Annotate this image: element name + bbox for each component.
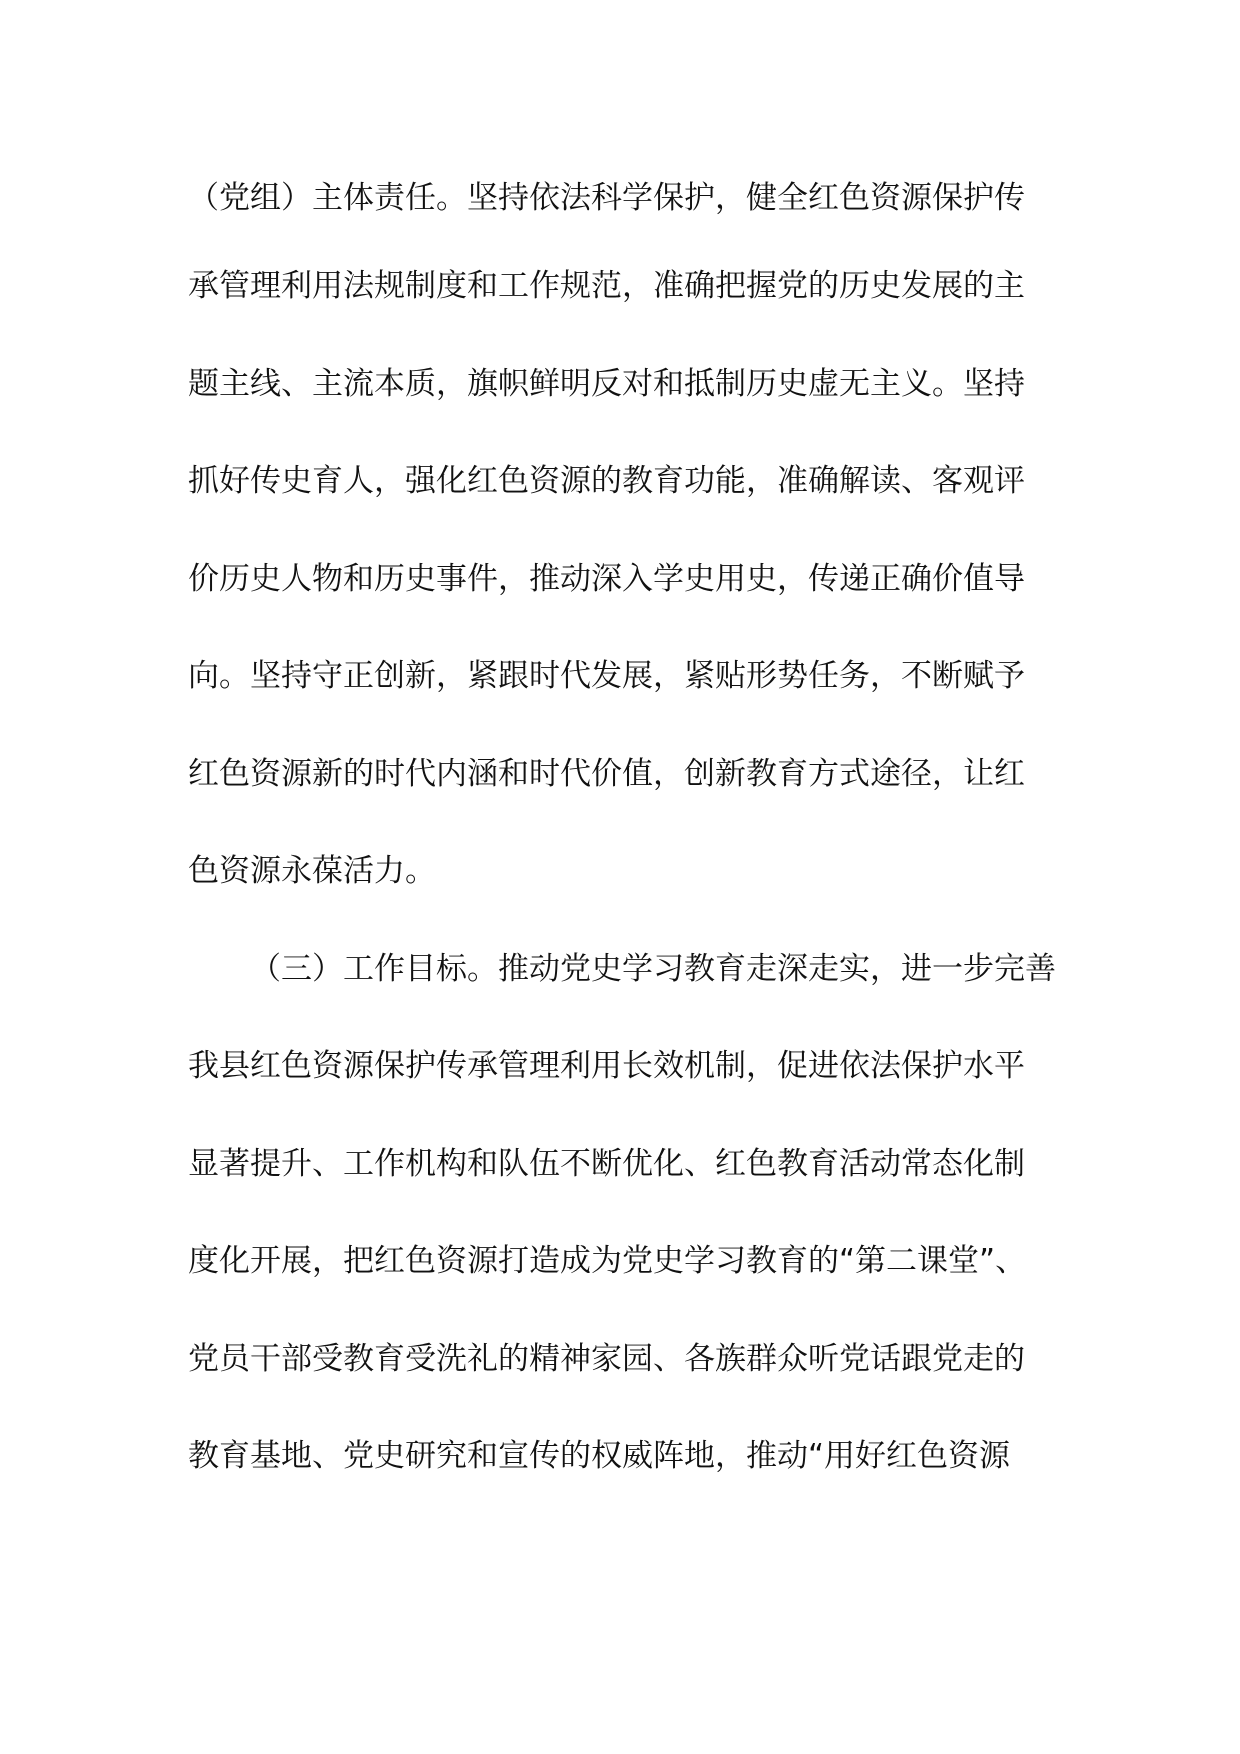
text-line-11: 显著提升、工作机构和队伍不断优化、红色教育活动常态化制 xyxy=(188,1146,1025,1182)
text-line-7: 红色资源新的时代内涵和时代价值，创新教育方式途径，让红 xyxy=(188,756,1025,792)
text-line-14: 教育基地、党史研究和宣传的权威阵地，推动“用好红色资源 xyxy=(188,1438,1011,1474)
text-line-10: 我县红色资源保护传承管理利用长效机制，促进依法保护水平 xyxy=(188,1048,1025,1084)
text-line-5: 价历史人物和历史事件，推动深入学史用史，传递正确价值导 xyxy=(188,561,1025,597)
text-line-9: （三）工作目标。推动党史学习教育走深走实，进一步完善 xyxy=(250,951,1056,987)
text-line-2: 承管理利用法规制度和工作规范，准确把握党的历史发展的主 xyxy=(188,268,1025,304)
text-line-3: 题主线、主流本质，旗帜鲜明反对和抵制历史虚无主义。坚持 xyxy=(188,366,1025,402)
text-line-6: 向。坚持守正创新，紧跟时代发展，紧贴形势任务，不断赋予 xyxy=(188,658,1025,694)
text-line-1: （党组）主体责任。坚持依法科学保护，健全红色资源保护传 xyxy=(188,180,1025,216)
text-line-13: 党员干部受教育受洗礼的精神家园、各族群众听党话跟党走的 xyxy=(188,1341,1025,1377)
text-line-12: 度化开展，把红色资源打造成为党史学习教育的“第二课堂”、 xyxy=(188,1243,1027,1279)
text-line-4: 抓好传史育人，强化红色资源的教育功能，准确解读、客观评 xyxy=(188,463,1025,499)
text-line-8: 色资源永葆活力。 xyxy=(188,853,436,889)
